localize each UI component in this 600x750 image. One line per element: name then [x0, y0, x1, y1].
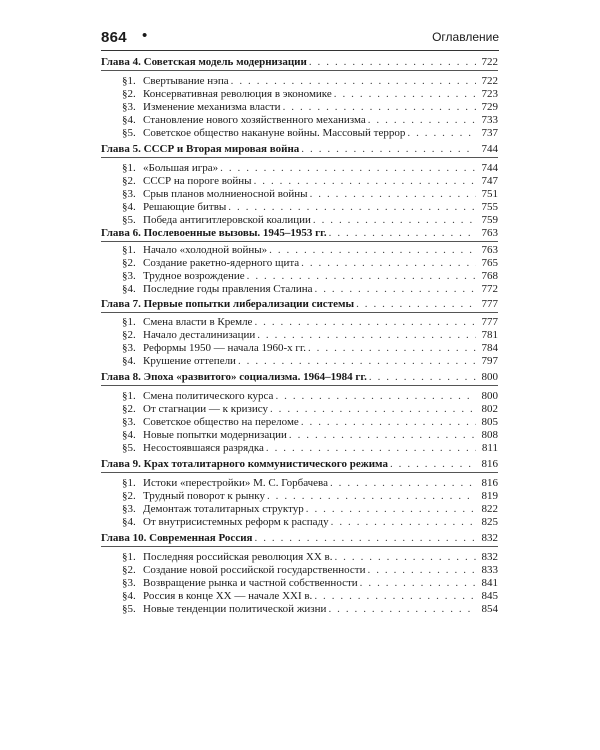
section-number: §3. [122, 503, 136, 515]
section-page: 759 [481, 214, 498, 226]
toc-entry[interactable] [101, 201, 498, 214]
toc-entry[interactable] [101, 403, 498, 416]
leader-dots [269, 244, 476, 257]
section-number: §4. [122, 516, 136, 528]
leader-dots [313, 214, 476, 227]
section-title: Изменение механизма власти [143, 101, 281, 113]
section-page: 781 [481, 329, 498, 341]
toc-entry[interactable] [101, 127, 498, 140]
leader-dots [270, 403, 476, 416]
chapter-page: 777 [481, 298, 498, 310]
toc-entry[interactable] [101, 416, 498, 429]
toc-entry[interactable] [101, 390, 498, 403]
toc-entry[interactable] [101, 88, 498, 101]
section-title: Возвращение рынка и частной собственности [143, 577, 358, 589]
toc-entry[interactable] [101, 590, 498, 603]
toc-entry[interactable] [101, 75, 498, 88]
leader-dots [331, 516, 476, 529]
leader-dots [267, 490, 476, 503]
chapter-title: СССР и Вторая мировая война [143, 143, 300, 155]
section-number: §2. [122, 490, 136, 502]
section-title: Новые попытки модернизации [143, 429, 287, 441]
leader-dots [330, 477, 476, 490]
chapter-page: 800 [481, 371, 498, 383]
section-number: §3. [122, 270, 136, 282]
section-number: §4. [122, 283, 136, 295]
chapter-rule [101, 70, 498, 71]
section-page: 777 [481, 316, 498, 328]
leader-dots [301, 416, 476, 429]
section-title: Крушение оттепели [143, 355, 236, 367]
section-title: Реформы 1950 — начала 1960-х гг. [143, 342, 306, 354]
leader-dots [360, 577, 476, 590]
chapter-page: 744 [481, 143, 498, 155]
chapter-label: Глава 5. [101, 143, 141, 155]
page-number: 864 [101, 29, 127, 46]
section-page: 802 [481, 403, 498, 415]
toc-entry[interactable] [101, 214, 498, 227]
section-title: Новые тенденции политической жизни [143, 603, 327, 615]
section-number: §1. [122, 162, 136, 174]
section-page: 729 [481, 101, 498, 113]
leader-dots [310, 188, 476, 201]
section-title: Решающие битвы [143, 201, 227, 213]
section-page: 819 [481, 490, 498, 502]
toc-entry[interactable] [101, 355, 498, 368]
section-number: §3. [122, 188, 136, 200]
toc-entry[interactable] [101, 188, 498, 201]
leader-dots [356, 298, 476, 311]
section-number: §1. [122, 316, 136, 328]
section-page: 733 [481, 114, 498, 126]
toc-entry[interactable] [101, 342, 498, 355]
section-title: «Большая игра» [143, 162, 219, 174]
section-title: Начало «холодной войны» [143, 244, 268, 256]
chapter-9-heading[interactable] [101, 458, 498, 471]
bullet-icon: • [142, 27, 148, 44]
section-number: §5. [122, 127, 136, 139]
toc-entry[interactable] [101, 270, 498, 283]
section-title: Советское общество накануне войны. Массовый террор [143, 127, 406, 139]
toc-entry[interactable] [101, 564, 498, 577]
section-page: 816 [481, 477, 498, 489]
leader-dots [368, 114, 476, 127]
section-page: 755 [481, 201, 498, 213]
section-page: 822 [481, 503, 498, 515]
leader-dots [275, 390, 476, 403]
section-page: 854 [481, 603, 498, 615]
section-title: Трудный поворот к рынку [143, 490, 265, 502]
section-number: §2. [122, 88, 136, 100]
section-title: Консервативная революция в экономике [143, 88, 332, 100]
chapter-4-heading[interactable] [101, 56, 498, 69]
leader-dots [257, 329, 476, 342]
leader-dots [368, 564, 477, 577]
chapter-page: 722 [481, 56, 498, 68]
section-page: 833 [481, 564, 498, 576]
toc-entry[interactable] [101, 316, 498, 329]
section-number: §3. [122, 342, 136, 354]
leader-dots [407, 127, 476, 140]
section-page: 737 [481, 127, 498, 139]
leader-dots [390, 458, 476, 471]
chapter-page: 832 [481, 532, 498, 544]
section-title: Россия в конце XX — начале XXI в. [143, 590, 313, 602]
section-page: 800 [481, 390, 498, 402]
section-number: §3. [122, 416, 136, 428]
chapter-6-heading[interactable] [101, 227, 498, 240]
toc-entry[interactable] [101, 329, 498, 342]
leader-dots [301, 257, 476, 270]
section-title: Создание новой российской государственности [143, 564, 366, 576]
chapter-label: Глава 6. [101, 227, 141, 239]
leader-dots [247, 270, 476, 283]
section-page: 772 [481, 283, 498, 295]
section-number: §3. [122, 577, 136, 589]
section-title: Срыв планов молниеносной войны [143, 188, 308, 200]
toc-entry[interactable] [101, 516, 498, 529]
toc-entry[interactable] [101, 101, 498, 114]
section-page: 763 [481, 244, 498, 256]
chapter-rule [101, 241, 498, 242]
toc-entry[interactable] [101, 175, 498, 188]
chapter-rule [101, 385, 498, 386]
section-number: §3. [122, 101, 136, 113]
section-page: 765 [481, 257, 498, 269]
chapter-page: 816 [481, 458, 498, 470]
chapter-label: Глава 4. [101, 56, 141, 68]
section-page: 797 [481, 355, 498, 367]
leader-dots [231, 75, 476, 88]
leader-dots [369, 371, 476, 384]
section-number: §5. [122, 214, 136, 226]
section-title: От внутрисистемных реформ к распаду [143, 516, 329, 528]
leader-dots [308, 342, 476, 355]
leader-dots [328, 603, 476, 616]
chapter-rule [101, 472, 498, 473]
section-number: §4. [122, 355, 136, 367]
toc-entry[interactable] [101, 257, 498, 270]
leader-dots [329, 227, 476, 240]
section-number: §2. [122, 564, 136, 576]
section-title: Свертывание нэпа [143, 75, 229, 87]
chapter-rule [101, 157, 498, 158]
running-header [101, 24, 499, 50]
section-number: §2. [122, 329, 136, 341]
toc-entry[interactable] [101, 603, 498, 616]
leader-dots [283, 101, 476, 114]
section-number: §4. [122, 590, 136, 602]
section-title: Начало десталинизации [143, 329, 256, 341]
section-number: §2. [122, 175, 136, 187]
chapter-label: Глава 8. [101, 371, 141, 383]
section-number: §1. [122, 75, 136, 87]
chapter-title: Послевоенные вызовы. 1945–1953 гг. [143, 227, 327, 239]
leader-dots [289, 429, 476, 442]
leader-dots [315, 283, 476, 296]
chapter-title: Первые попытки либерализации системы [143, 298, 355, 310]
section-title: Создание ракетно-ядерного щита [143, 257, 300, 269]
toc-entry[interactable] [101, 551, 498, 564]
leader-dots [301, 143, 476, 156]
section-name: Оглавление [432, 30, 499, 44]
leader-dots [238, 355, 476, 368]
section-page: 825 [481, 516, 498, 528]
section-number: §1. [122, 551, 136, 563]
section-page: 841 [481, 577, 498, 589]
section-number: §2. [122, 257, 136, 269]
leader-dots [254, 175, 476, 188]
section-page: 845 [481, 590, 498, 602]
chapter-page: 763 [481, 227, 498, 239]
section-page: 744 [481, 162, 498, 174]
toc-entry[interactable] [101, 490, 498, 503]
section-page: 722 [481, 75, 498, 87]
leader-dots [255, 532, 477, 545]
toc-entry[interactable] [101, 162, 498, 175]
section-number: §4. [122, 429, 136, 441]
section-number: §1. [122, 244, 136, 256]
leader-dots [314, 590, 476, 603]
leader-dots [334, 88, 476, 101]
chapter-7-heading[interactable] [101, 298, 498, 311]
section-title: СССР на пороге войны [143, 175, 252, 187]
section-page: 811 [481, 442, 498, 454]
leader-dots [254, 316, 476, 329]
section-title: Трудное возрождение [143, 270, 245, 282]
section-title: Смена власти в Кремле [143, 316, 253, 328]
chapter-label: Глава 9. [101, 458, 141, 470]
section-number: §4. [122, 114, 136, 126]
section-title: Демонтаж тоталитарных структур [143, 503, 304, 515]
leader-dots [228, 201, 476, 214]
toc-entry[interactable] [101, 503, 498, 516]
chapter-5-heading[interactable] [101, 143, 498, 156]
toc-entry[interactable] [101, 429, 498, 442]
toc-entry[interactable] [101, 114, 498, 127]
section-number: §5. [122, 442, 136, 454]
toc-entry[interactable] [101, 442, 498, 455]
chapter-title: Крах тоталитарного коммунистического режима [143, 458, 388, 470]
chapter-label: Глава 7. [101, 298, 141, 310]
section-page: 832 [481, 551, 498, 563]
section-title: Последняя российская революция XX в. [143, 551, 333, 563]
chapter-title: Советская модель модернизации [143, 56, 307, 68]
section-number: §1. [122, 477, 136, 489]
section-page: 747 [481, 175, 498, 187]
chapter-rule [101, 312, 498, 313]
section-number: §5. [122, 603, 136, 615]
leader-dots [306, 503, 476, 516]
section-title: Несостоявшаяся разрядка [143, 442, 264, 454]
section-title: Становление нового хозяйственного механизма [143, 114, 366, 126]
section-page: 751 [481, 188, 498, 200]
section-page: 784 [481, 342, 498, 354]
section-title: Смена политического курса [143, 390, 274, 402]
section-number: §2. [122, 403, 136, 415]
section-page: 808 [481, 429, 498, 441]
toc-entry[interactable] [101, 477, 498, 490]
section-number: §4. [122, 201, 136, 213]
section-title: Победа антигитлеровской коалиции [143, 214, 311, 226]
section-page: 805 [481, 416, 498, 428]
leader-dots [266, 442, 476, 455]
chapter-label: Глава 10. [101, 532, 147, 544]
leader-dots [220, 162, 476, 175]
chapter-10-heading[interactable] [101, 532, 498, 545]
section-number: §1. [122, 390, 136, 402]
chapter-title: Эпоха «развитого» социализма. 1964–1984 гг. [143, 371, 367, 383]
leader-dots [309, 56, 476, 69]
leader-dots [334, 551, 476, 564]
header-rule [101, 50, 499, 51]
toc-entry[interactable] [101, 283, 498, 296]
section-title: Последние годы правления Сталина [143, 283, 313, 295]
chapter-8-heading[interactable] [101, 371, 498, 384]
toc-entry[interactable] [101, 244, 498, 257]
section-page: 768 [481, 270, 498, 282]
section-title: От стагнации — к кризису [143, 403, 268, 415]
section-page: 723 [481, 88, 498, 100]
section-title: Советское общество на переломе [143, 416, 299, 428]
toc-entry[interactable] [101, 577, 498, 590]
chapter-title: Современная Россия [149, 532, 253, 544]
section-title: Истоки «перестройки» М. С. Горбачева [143, 477, 328, 489]
chapter-rule [101, 546, 498, 547]
